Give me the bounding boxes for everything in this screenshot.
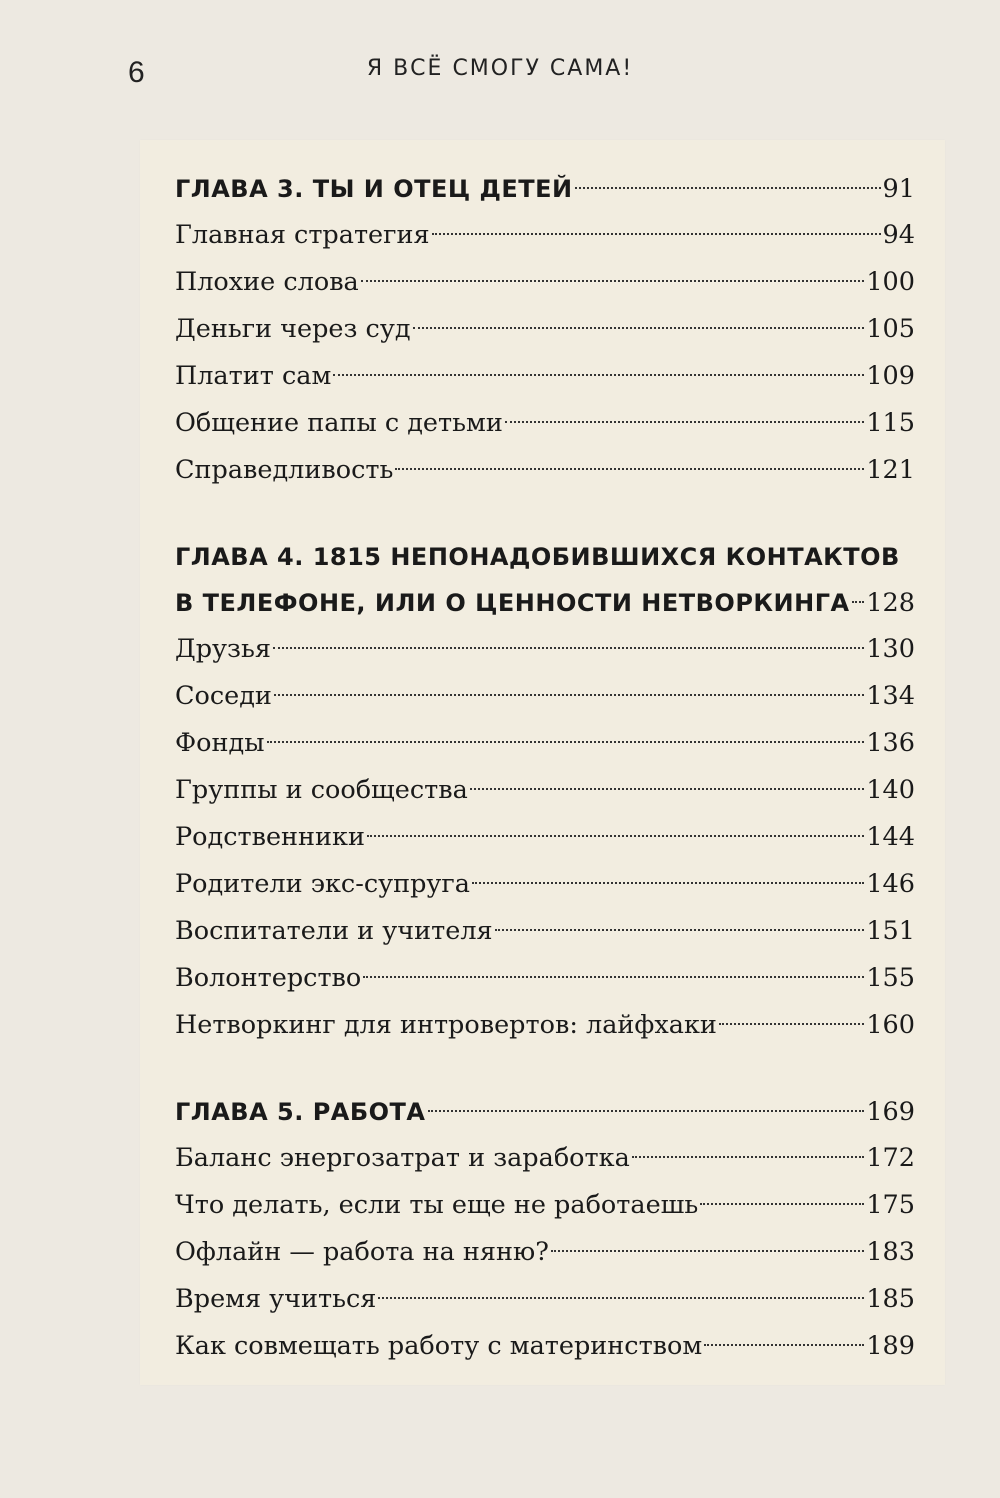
toc-entry[interactable] [175,400,915,447]
toc-entry-page: 136 [866,728,915,758]
dot-leader [719,1023,864,1025]
toc-entry[interactable] [175,1002,915,1049]
dot-leader [267,741,865,743]
toc-entry[interactable] [175,861,915,908]
toc-entry-page: 189 [866,1331,915,1361]
toc-entry-label: Как совмещать работу с материнством [175,1331,703,1361]
chapter-4-page: 128 [866,588,915,618]
toc-entry-page: 172 [866,1143,915,1173]
dot-leader [395,468,864,470]
dot-leader [333,374,864,376]
dot-leader [432,233,881,235]
toc-entry[interactable] [175,353,915,400]
toc-entry-label: Воспитатели и учителя [175,916,493,946]
dot-leader [361,280,865,282]
toc-entry-label: Родственники [175,822,365,852]
table-of-contents [175,166,915,1410]
chapter-3-heading[interactable] [175,166,915,212]
toc-entry[interactable] [175,908,915,955]
chapter-4-title-line1: ГЛАВА 4. 1815 НЕПОНАДОБИВШИХСЯ КОНТАКТОВ [175,543,900,571]
chapter-3-page: 91 [882,174,915,204]
toc-entry-label: Баланс энергозатрат и заработка [175,1143,630,1173]
toc-entry-page: 115 [866,408,915,438]
toc-entry-label: Плохие слова [175,267,359,297]
toc-entry-page: 100 [866,267,915,297]
toc-entry-page: 130 [866,634,915,664]
toc-entry-page: 109 [866,361,915,391]
toc-entry[interactable] [175,1135,915,1182]
chapter-5-page: 169 [866,1097,915,1127]
toc-entry-page: 94 [882,220,915,250]
toc-entry[interactable] [175,1323,915,1370]
dot-leader [632,1156,865,1158]
toc-entry-label: Друзья [175,634,271,664]
toc-entry-page: 155 [866,963,915,993]
toc-entry[interactable] [175,447,915,494]
chapter-5 [175,1089,915,1370]
toc-entry-page: 151 [866,916,915,946]
dot-leader [378,1297,864,1299]
chapter-3 [175,166,915,494]
chapter-5-heading[interactable] [175,1089,915,1135]
toc-entry-page: 144 [866,822,915,852]
dot-leader [428,1110,865,1112]
toc-entry-label: Справедливость [175,455,394,485]
toc-entry[interactable] [175,306,915,353]
toc-entry-label: Нетворкинг для интровертов: лайфхаки [175,1010,717,1040]
dot-leader [274,694,864,696]
toc-entry[interactable] [175,767,915,814]
toc-entry[interactable] [175,212,915,259]
chapter-4-title-line2: В ТЕЛЕФОНЕ, ИЛИ О ЦЕННОСТИ НЕТВОРКИНГА [175,589,850,617]
toc-entry-label: Фонды [175,728,265,758]
toc-entry-label: Родители экс-супруга [175,869,470,899]
toc-entry-page: 105 [866,314,915,344]
toc-entry[interactable] [175,720,915,767]
chapter-3-title: ГЛАВА 3. ТЫ И ОТЕЦ ДЕТЕЙ [175,175,573,203]
toc-entry[interactable] [175,814,915,861]
toc-entry-page: 185 [866,1284,915,1314]
toc-entry-label: Платит сам [175,361,332,391]
toc-entry-page: 121 [866,455,915,485]
toc-entry[interactable] [175,1182,915,1229]
dot-leader [575,187,881,189]
chapter-4-heading[interactable] [175,534,915,626]
dot-leader [472,882,864,884]
toc-entry-label: Соседи [175,681,272,711]
toc-entry[interactable] [175,955,915,1002]
toc-entry-page: 175 [866,1190,915,1220]
toc-entry-page: 146 [866,869,915,899]
chapter-4 [175,534,915,1049]
dot-leader [700,1203,864,1205]
toc-entry[interactable] [175,259,915,306]
running-header: Я ВСЁ СМОГУ САМА! [366,56,634,81]
toc-entry-label: Главная стратегия [175,220,430,250]
toc-entry-label: Группы и сообщества [175,775,468,805]
toc-entry-page: 140 [866,775,915,805]
toc-entry[interactable] [175,1229,915,1276]
dot-leader [413,327,865,329]
dot-leader [704,1344,864,1346]
dot-leader [852,601,865,603]
toc-entry-page: 160 [866,1010,915,1040]
toc-entry-label: Общение папы с детьми [175,408,503,438]
toc-entry-page: 183 [866,1237,915,1267]
dot-leader [273,647,864,649]
toc-entry-label: Волонтерство [175,963,362,993]
toc-entry[interactable] [175,1276,915,1323]
chapter-5-title: ГЛАВА 5. РАБОТА [175,1098,426,1126]
page-number: 6 [128,56,145,89]
dot-leader [470,788,865,790]
dot-leader [495,929,865,931]
toc-entry-page: 134 [866,681,915,711]
dot-leader [551,1250,864,1252]
toc-entry-label: Деньги через суд [175,314,411,344]
toc-entry-label: Что делать, если ты еще не работаешь [175,1190,699,1220]
toc-entry-label: Время учиться [175,1284,377,1314]
toc-entry-label: Офлайн — работа на няню? [175,1237,549,1267]
dot-leader [363,976,864,978]
toc-entry[interactable] [175,626,915,673]
dot-leader [505,421,864,423]
dot-leader [367,835,864,837]
toc-entry[interactable] [175,673,915,720]
